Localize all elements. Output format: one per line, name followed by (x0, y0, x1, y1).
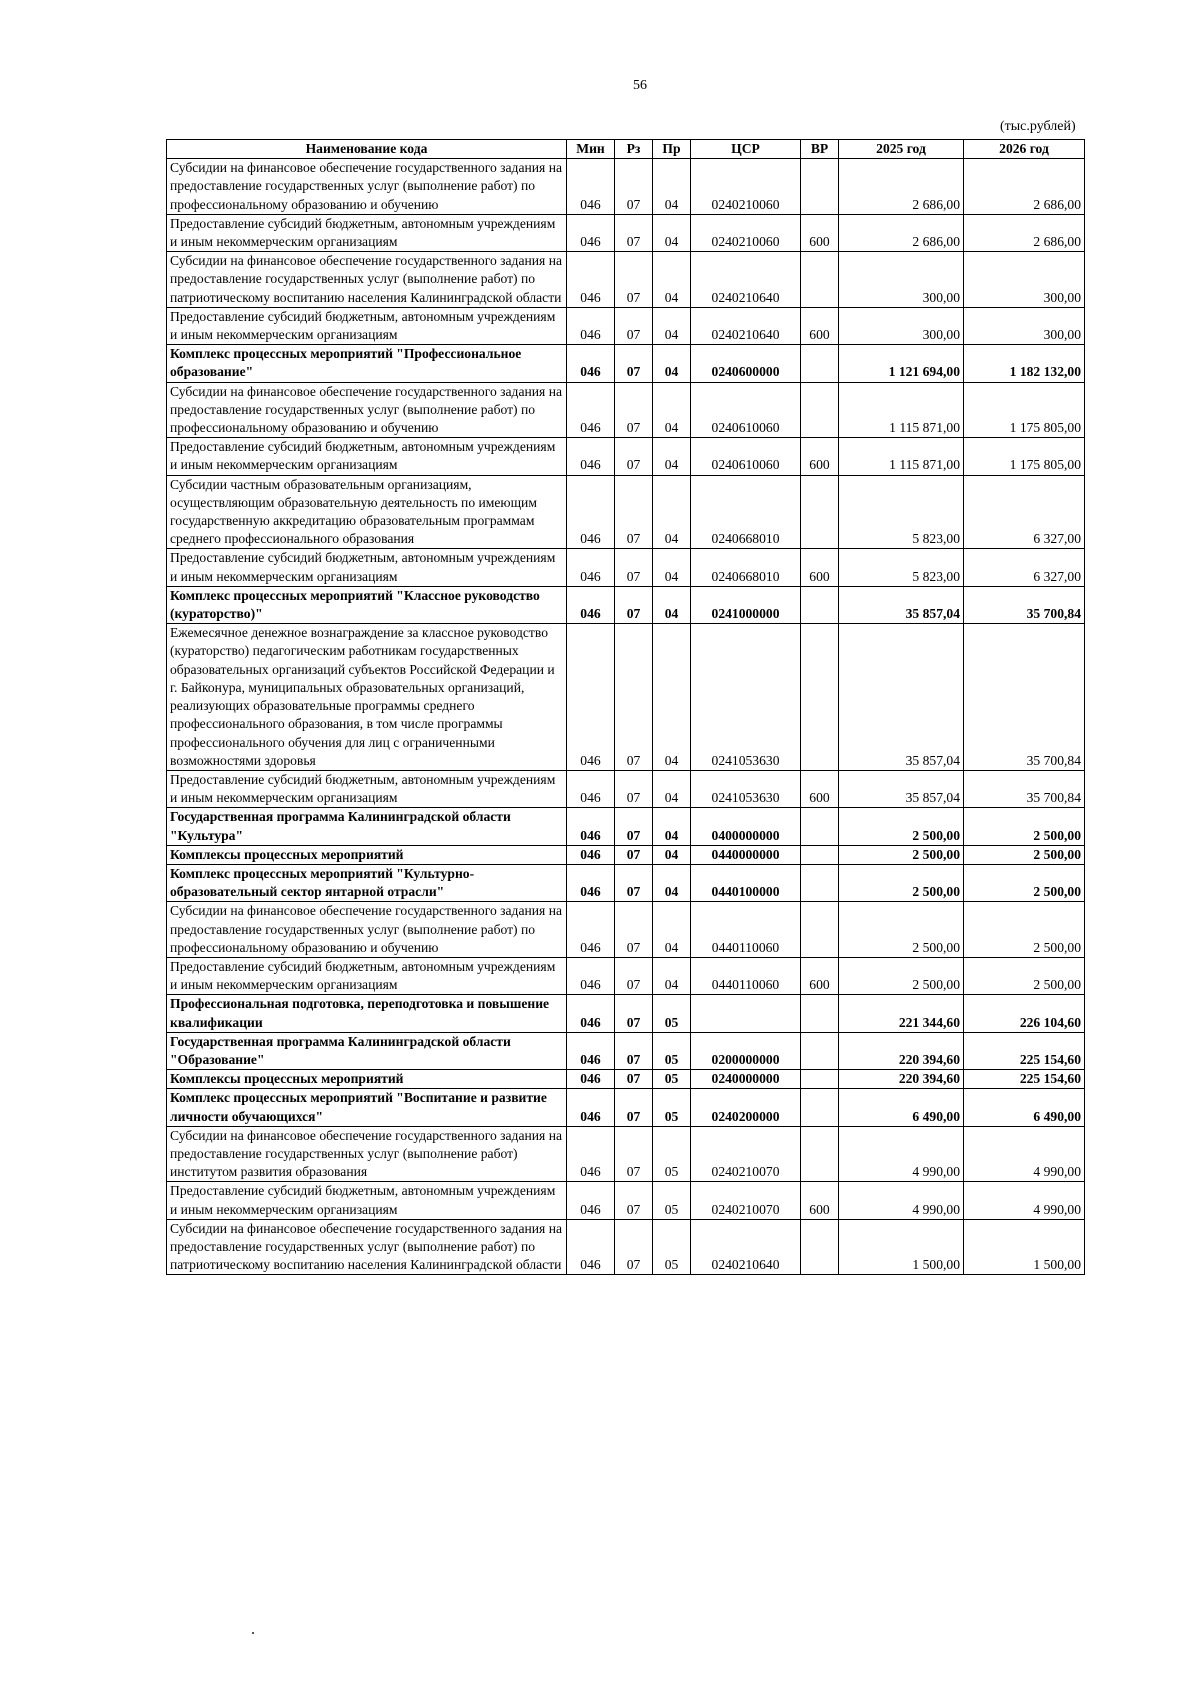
table-row (167, 902, 1085, 958)
cell-rz: 07 (615, 624, 653, 771)
cell-2026: 1 182 132,00 (964, 345, 1085, 382)
cell-rz: 07 (615, 549, 653, 586)
cell-pr: 04 (653, 586, 691, 623)
cell-csr: 0400000000 (691, 808, 801, 845)
cell-rz: 07 (615, 1089, 653, 1126)
cell-min: 046 (567, 845, 615, 864)
cell-vr (801, 1126, 839, 1182)
cell-vr (801, 864, 839, 901)
cell-name: Предоставление субсидий бюджетным, автономным учреждениям и иным некоммерческим организациям (167, 307, 567, 344)
cell-vr (801, 475, 839, 549)
cell-pr: 04 (653, 159, 691, 215)
cell-vr (801, 1089, 839, 1126)
cell-csr: 0240000000 (691, 1070, 801, 1089)
cell-name: Предоставление субсидий бюджетным, автономным учреждениям и иным некоммерческим организациям (167, 957, 567, 994)
cell-name: Комплекс процессных мероприятий "Культурно-образовательный сектор янтарной отрасли" (167, 864, 567, 901)
cell-min: 046 (567, 549, 615, 586)
cell-vr (801, 159, 839, 215)
cell-name: Комплекс процессных мероприятий "Воспитание и развитие личности обучающихся" (167, 1089, 567, 1126)
cell-vr (801, 1219, 839, 1275)
cell-csr: 0440110060 (691, 902, 801, 958)
table-row (167, 770, 1085, 807)
cell-csr: 0240210060 (691, 214, 801, 251)
cell-name: Субсидии частным образовательным организациям, осуществляющим образовательную деятельность по имеющим государственную аккредитацию образовательным программам среднего профессионального образования (167, 475, 567, 549)
cell-vr (801, 1070, 839, 1089)
header-2026: 2026 год (964, 140, 1085, 159)
cell-csr: 0440000000 (691, 845, 801, 864)
cell-2026: 225 154,60 (964, 1032, 1085, 1069)
cell-vr: 600 (801, 957, 839, 994)
cell-2026: 2 500,00 (964, 808, 1085, 845)
cell-name: Субсидии на финансовое обеспечение государственного задания на предоставление государственных услуг (выполнение работ) по патриотическому воспитанию населения Калининградской области (167, 1219, 567, 1275)
cell-csr: 0241053630 (691, 770, 801, 807)
cell-2025: 300,00 (839, 307, 964, 344)
cell-rz: 07 (615, 770, 653, 807)
scan-speck (252, 1632, 254, 1634)
cell-min: 046 (567, 475, 615, 549)
cell-2025: 5 823,00 (839, 475, 964, 549)
cell-min: 046 (567, 214, 615, 251)
header-min: Мин (567, 140, 615, 159)
cell-2025: 300,00 (839, 252, 964, 308)
table-row (167, 957, 1085, 994)
cell-2025: 2 500,00 (839, 864, 964, 901)
cell-rz: 07 (615, 345, 653, 382)
table-row (167, 1089, 1085, 1126)
cell-pr: 05 (653, 1182, 691, 1219)
cell-min: 046 (567, 1032, 615, 1069)
cell-rz: 07 (615, 1219, 653, 1275)
cell-vr: 600 (801, 307, 839, 344)
cell-min: 046 (567, 770, 615, 807)
cell-2026: 300,00 (964, 252, 1085, 308)
table-row (167, 1182, 1085, 1219)
cell-vr (801, 845, 839, 864)
table-row (167, 252, 1085, 308)
cell-rz: 07 (615, 1126, 653, 1182)
cell-vr (801, 1032, 839, 1069)
table-row (167, 1032, 1085, 1069)
cell-2025: 2 500,00 (839, 902, 964, 958)
cell-min: 046 (567, 1182, 615, 1219)
header-pr: Пр (653, 140, 691, 159)
table-row (167, 438, 1085, 475)
cell-vr (801, 586, 839, 623)
cell-pr: 05 (653, 1126, 691, 1182)
cell-2025: 35 857,04 (839, 770, 964, 807)
cell-name: Предоставление субсидий бюджетным, автономным учреждениям и иным некоммерческим организациям (167, 214, 567, 251)
cell-name: Субсидии на финансовое обеспечение государственного задания на предоставление государственных услуг (выполнение работ) по профессиональному образованию и обучению (167, 902, 567, 958)
table-row (167, 1126, 1085, 1182)
cell-min: 046 (567, 345, 615, 382)
cell-pr: 05 (653, 1070, 691, 1089)
cell-rz: 07 (615, 845, 653, 864)
cell-pr: 05 (653, 1219, 691, 1275)
cell-2026: 6 327,00 (964, 549, 1085, 586)
cell-pr: 04 (653, 438, 691, 475)
cell-2026: 2 500,00 (964, 957, 1085, 994)
cell-pr: 05 (653, 1089, 691, 1126)
cell-rz: 07 (615, 1070, 653, 1089)
cell-min: 046 (567, 957, 615, 994)
cell-2026: 4 990,00 (964, 1182, 1085, 1219)
cell-min: 046 (567, 864, 615, 901)
cell-rz: 07 (615, 957, 653, 994)
cell-rz: 07 (615, 438, 653, 475)
cell-min: 046 (567, 382, 615, 438)
table-row (167, 549, 1085, 586)
cell-csr: 0240600000 (691, 345, 801, 382)
budget-table (166, 139, 1085, 1275)
cell-pr: 04 (653, 770, 691, 807)
cell-2026: 225 154,60 (964, 1070, 1085, 1089)
cell-vr: 600 (801, 549, 839, 586)
cell-2026: 2 686,00 (964, 214, 1085, 251)
cell-csr (691, 995, 801, 1032)
table-row (167, 475, 1085, 549)
cell-2025: 2 686,00 (839, 214, 964, 251)
cell-rz: 07 (615, 382, 653, 438)
cell-2025: 1 121 694,00 (839, 345, 964, 382)
cell-rz: 07 (615, 214, 653, 251)
cell-2025: 2 500,00 (839, 957, 964, 994)
cell-name: Предоставление субсидий бюджетным, автономным учреждениям и иным некоммерческим организациям (167, 549, 567, 586)
cell-csr: 0200000000 (691, 1032, 801, 1069)
cell-vr (801, 252, 839, 308)
header-vr: ВР (801, 140, 839, 159)
table-row (167, 159, 1085, 215)
cell-vr (801, 902, 839, 958)
cell-rz: 07 (615, 1182, 653, 1219)
cell-2026: 1 175 805,00 (964, 438, 1085, 475)
cell-pr: 04 (653, 307, 691, 344)
cell-name: Комплекс процессных мероприятий "Профессиональное образование" (167, 345, 567, 382)
table-row (167, 586, 1085, 623)
cell-rz: 07 (615, 808, 653, 845)
table-row (167, 214, 1085, 251)
cell-name: Субсидии на финансовое обеспечение государственного задания на предоставление государственных услуг (выполнение работ) по профессиональному образованию и обучению (167, 159, 567, 215)
cell-2025: 6 490,00 (839, 1089, 964, 1126)
cell-pr: 05 (653, 1032, 691, 1069)
cell-min: 046 (567, 586, 615, 623)
cell-2025: 2 500,00 (839, 845, 964, 864)
cell-csr: 0240610060 (691, 438, 801, 475)
cell-2025: 35 857,04 (839, 624, 964, 771)
cell-2026: 300,00 (964, 307, 1085, 344)
cell-2025: 221 344,60 (839, 995, 964, 1032)
cell-name: Ежемесячное денежное вознаграждение за классное руководство (кураторство) педагогическим работникам государственных образовательных организаций субъектов Российской Федерации и г. Байконура, муниципальных образовательных организаций, реализующих образовательные программы среднего профессионального образования, в том числе программы профессионального обучения для лиц с ограниченными возможностями здоровья (167, 624, 567, 771)
table-row (167, 382, 1085, 438)
cell-vr: 600 (801, 770, 839, 807)
cell-2026: 2 500,00 (964, 864, 1085, 901)
table-row (167, 345, 1085, 382)
cell-min: 046 (567, 624, 615, 771)
cell-min: 046 (567, 1089, 615, 1126)
cell-2025: 1 115 871,00 (839, 438, 964, 475)
cell-csr: 0240210640 (691, 307, 801, 344)
cell-name: Комплексы процессных мероприятий (167, 1070, 567, 1089)
cell-name: Предоставление субсидий бюджетным, автономным учреждениям и иным некоммерческим организациям (167, 770, 567, 807)
cell-vr (801, 995, 839, 1032)
cell-name: Комплексы процессных мероприятий (167, 845, 567, 864)
cell-vr: 600 (801, 1182, 839, 1219)
cell-2025: 1 115 871,00 (839, 382, 964, 438)
cell-vr (801, 808, 839, 845)
cell-name: Комплекс процессных мероприятий "Классное руководство (кураторство)" (167, 586, 567, 623)
cell-min: 046 (567, 1070, 615, 1089)
cell-vr (801, 624, 839, 771)
cell-csr: 0240210060 (691, 159, 801, 215)
cell-pr: 04 (653, 845, 691, 864)
page-number: 56 (633, 78, 647, 93)
cell-vr: 600 (801, 214, 839, 251)
cell-csr: 0240210640 (691, 1219, 801, 1275)
table-row (167, 1219, 1085, 1275)
cell-2025: 1 500,00 (839, 1219, 964, 1275)
cell-2025: 2 686,00 (839, 159, 964, 215)
cell-rz: 07 (615, 307, 653, 344)
cell-name: Субсидии на финансовое обеспечение государственного задания на предоставление государственных услуг (выполнение работ) по патриотическому воспитанию населения Калининградской области (167, 252, 567, 308)
cell-2026: 226 104,60 (964, 995, 1085, 1032)
cell-csr: 0440110060 (691, 957, 801, 994)
cell-min: 046 (567, 1219, 615, 1275)
units-label: (тыс.рублей) (1000, 119, 1076, 134)
cell-2025: 4 990,00 (839, 1182, 964, 1219)
cell-pr: 04 (653, 957, 691, 994)
cell-2026: 6 490,00 (964, 1089, 1085, 1126)
cell-min: 046 (567, 995, 615, 1032)
table-row (167, 1070, 1085, 1089)
cell-rz: 07 (615, 1032, 653, 1069)
cell-rz: 07 (615, 902, 653, 958)
cell-min: 046 (567, 159, 615, 215)
cell-2025: 220 394,60 (839, 1070, 964, 1089)
cell-csr: 0240610060 (691, 382, 801, 438)
cell-pr: 04 (653, 624, 691, 771)
cell-pr: 04 (653, 475, 691, 549)
table-row (167, 624, 1085, 771)
header-csr: ЦСР (691, 140, 801, 159)
cell-csr: 0440100000 (691, 864, 801, 901)
cell-min: 046 (567, 902, 615, 958)
cell-2026: 1 175 805,00 (964, 382, 1085, 438)
cell-pr: 04 (653, 902, 691, 958)
cell-name: Государственная программа Калининградской области "Культура" (167, 808, 567, 845)
table-header-row (167, 140, 1085, 159)
cell-rz: 07 (615, 995, 653, 1032)
cell-2025: 4 990,00 (839, 1126, 964, 1182)
cell-min: 046 (567, 808, 615, 845)
cell-2025: 2 500,00 (839, 808, 964, 845)
cell-rz: 07 (615, 586, 653, 623)
cell-pr: 04 (653, 864, 691, 901)
table-row (167, 864, 1085, 901)
cell-pr: 05 (653, 995, 691, 1032)
table-row (167, 845, 1085, 864)
cell-pr: 04 (653, 808, 691, 845)
table-row (167, 808, 1085, 845)
cell-pr: 04 (653, 214, 691, 251)
header-2025: 2025 год (839, 140, 964, 159)
cell-pr: 04 (653, 549, 691, 586)
cell-pr: 04 (653, 382, 691, 438)
cell-min: 046 (567, 252, 615, 308)
cell-rz: 07 (615, 864, 653, 901)
cell-vr (801, 345, 839, 382)
cell-csr: 0240210070 (691, 1182, 801, 1219)
cell-2026: 1 500,00 (964, 1219, 1085, 1275)
cell-2026: 2 686,00 (964, 159, 1085, 215)
cell-vr: 600 (801, 438, 839, 475)
cell-min: 046 (567, 438, 615, 475)
cell-name: Государственная программа Калининградской области "Образование" (167, 1032, 567, 1069)
cell-csr: 0240668010 (691, 475, 801, 549)
cell-name: Субсидии на финансовое обеспечение государственного задания на предоставление государственных услуг (выполнение работ) институтом развития образования (167, 1126, 567, 1182)
cell-pr: 04 (653, 345, 691, 382)
cell-2026: 35 700,84 (964, 586, 1085, 623)
cell-min: 046 (567, 1126, 615, 1182)
cell-2026: 35 700,84 (964, 624, 1085, 771)
cell-csr: 0240200000 (691, 1089, 801, 1126)
cell-pr: 04 (653, 252, 691, 308)
cell-2026: 6 327,00 (964, 475, 1085, 549)
cell-csr: 0241053630 (691, 624, 801, 771)
cell-csr: 0240668010 (691, 549, 801, 586)
cell-name: Профессиональная подготовка, переподготовка и повышение квалификации (167, 995, 567, 1032)
cell-vr (801, 382, 839, 438)
cell-rz: 07 (615, 159, 653, 215)
cell-rz: 07 (615, 475, 653, 549)
cell-min: 046 (567, 307, 615, 344)
table-row (167, 307, 1085, 344)
cell-2026: 2 500,00 (964, 902, 1085, 958)
cell-2026: 35 700,84 (964, 770, 1085, 807)
header-rz: Рз (615, 140, 653, 159)
cell-name: Субсидии на финансовое обеспечение государственного задания на предоставление государственных услуг (выполнение работ) по профессиональному образованию и обучению (167, 382, 567, 438)
cell-2026: 4 990,00 (964, 1126, 1085, 1182)
cell-name: Предоставление субсидий бюджетным, автономным учреждениям и иным некоммерческим организациям (167, 438, 567, 475)
cell-2025: 35 857,04 (839, 586, 964, 623)
header-name: Наименование кода (167, 140, 567, 159)
cell-2026: 2 500,00 (964, 845, 1085, 864)
cell-csr: 0241000000 (691, 586, 801, 623)
cell-2025: 220 394,60 (839, 1032, 964, 1069)
table-row (167, 995, 1085, 1032)
cell-rz: 07 (615, 252, 653, 308)
cell-2025: 5 823,00 (839, 549, 964, 586)
cell-csr: 0240210070 (691, 1126, 801, 1182)
cell-name: Предоставление субсидий бюджетным, автономным учреждениям и иным некоммерческим организациям (167, 1182, 567, 1219)
cell-csr: 0240210640 (691, 252, 801, 308)
